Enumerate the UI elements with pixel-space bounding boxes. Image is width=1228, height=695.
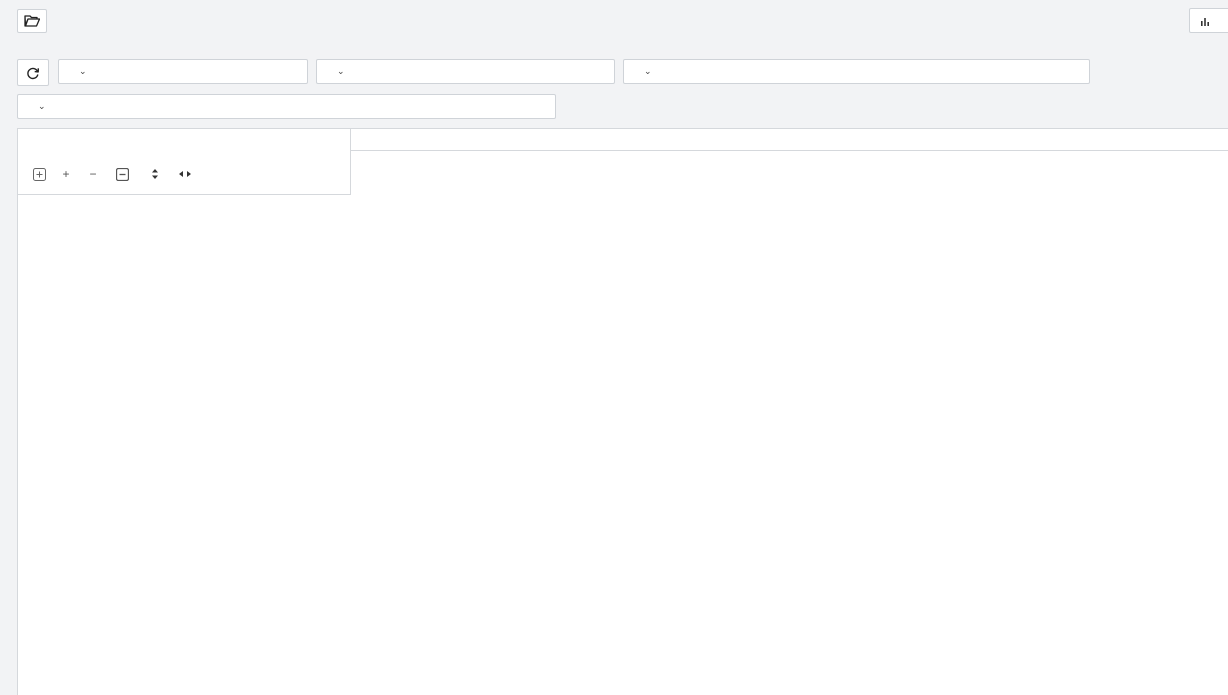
- minus-icon[interactable]: −: [89, 167, 97, 181]
- chevron-down-icon: ⌄: [38, 101, 46, 111]
- chevron-down-icon: ⌄: [337, 66, 345, 76]
- collapse-all-icon[interactable]: [115, 167, 129, 181]
- sort-vertical-icon[interactable]: [149, 167, 161, 181]
- categories-filter[interactable]: [316, 59, 615, 84]
- chevron-down-icon: ⌄: [644, 66, 652, 76]
- refresh-button[interactable]: [17, 59, 49, 86]
- expand-all-icon[interactable]: [32, 167, 46, 181]
- okato-filter[interactable]: [17, 94, 556, 119]
- period-filter[interactable]: [58, 59, 308, 84]
- table-tools: [32, 167, 193, 181]
- row-header-corner: [18, 129, 351, 195]
- crops-filter[interactable]: [623, 59, 1090, 84]
- top-bar: [0, 0, 1228, 44]
- plus-icon[interactable]: +: [62, 167, 70, 181]
- measure-header: [351, 129, 1228, 151]
- folder-open-icon: [24, 15, 40, 27]
- pivot-table: [17, 128, 1228, 695]
- bar-chart-icon: [1200, 16, 1210, 26]
- chevron-down-icon: ⌄: [79, 66, 87, 76]
- sort-horizontal-icon[interactable]: [177, 167, 193, 181]
- build-chart-button[interactable]: [1189, 8, 1228, 33]
- open-folder-button[interactable]: [17, 9, 47, 33]
- refresh-icon: [26, 66, 40, 80]
